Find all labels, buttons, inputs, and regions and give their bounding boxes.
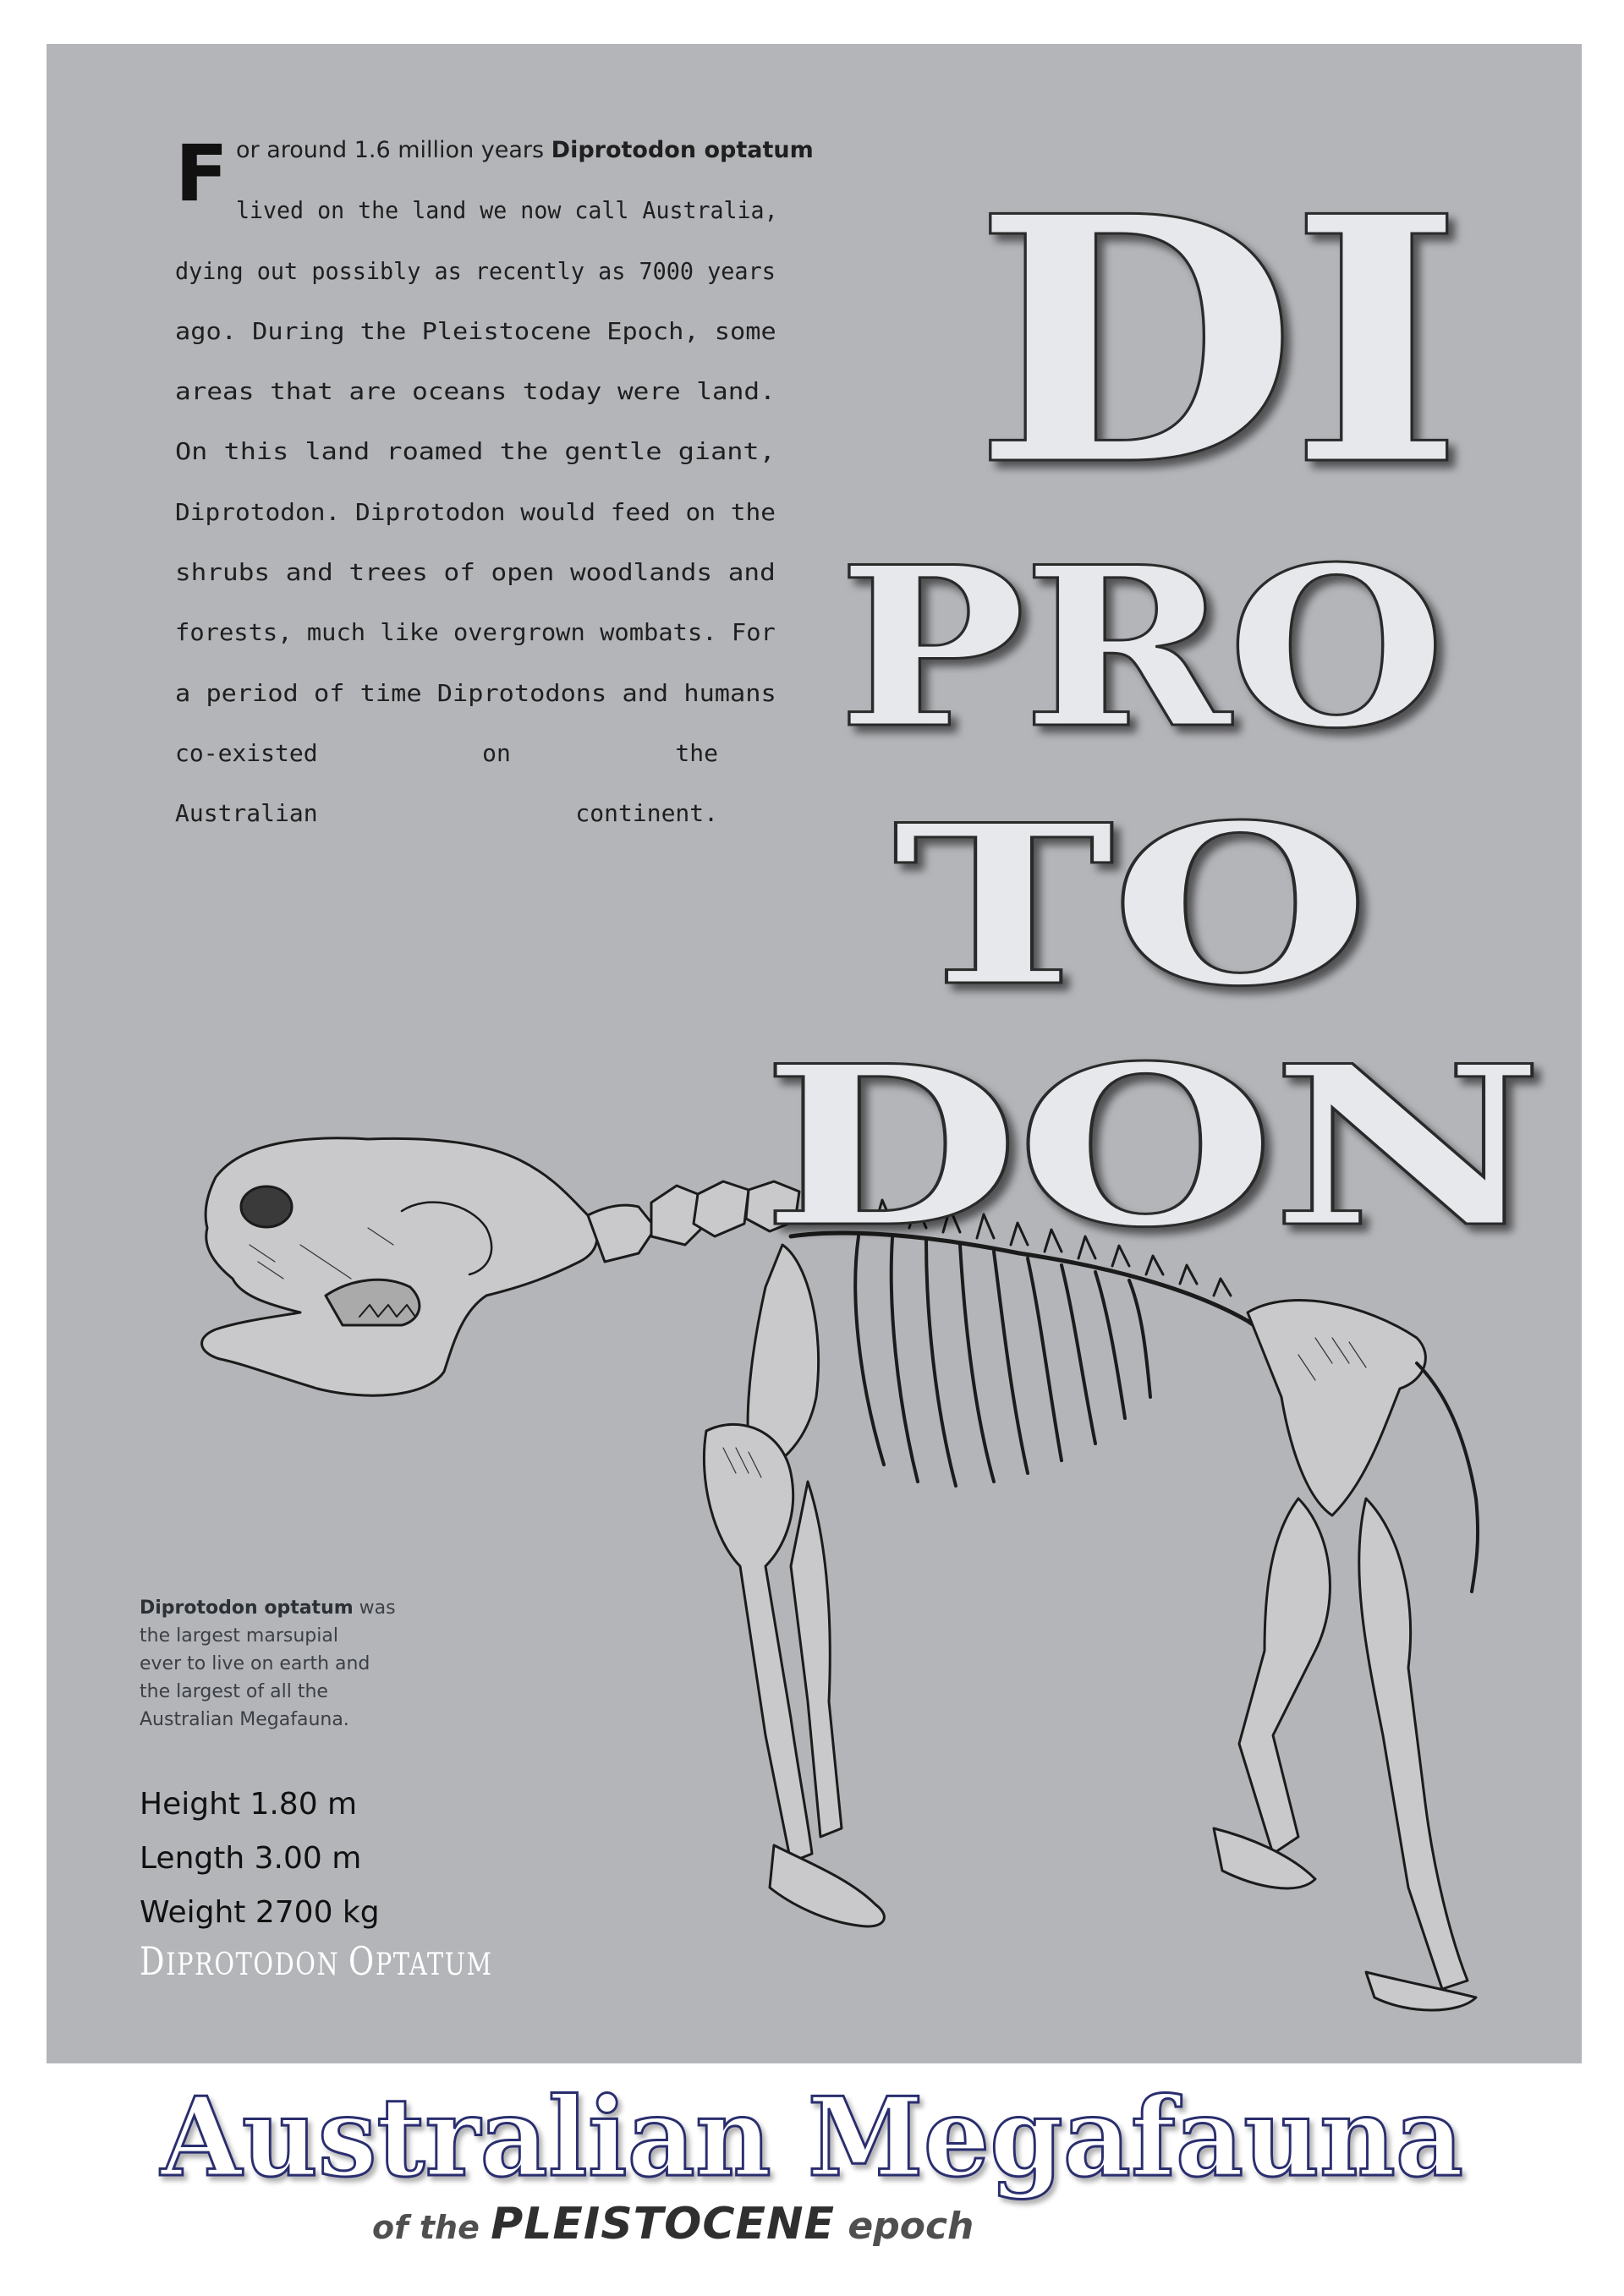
intro-word: on	[482, 739, 511, 767]
intro-word: co-existed	[175, 739, 318, 767]
intro-word: the	[675, 739, 718, 767]
title-part-1: DI	[973, 143, 1455, 540]
poster-artwork	[47, 44, 1582, 2063]
intro-line-6: On this land roamed the gentle giant,	[175, 437, 776, 465]
facts-line-4: the largest of all the	[140, 1681, 328, 1702]
title-part-3: TO	[892, 777, 1366, 1035]
intro-line-4: ago. During the Pleistocene Epoch, some	[175, 317, 776, 345]
intro-line-5: areas that are oceans today were land.	[175, 377, 776, 405]
epoch-name: PLEISTOCENE	[491, 2199, 836, 2249]
species-name-label: DIPROTODON OPTATUM	[140, 1938, 493, 1984]
facts-line-1: Diprotodon optatum was	[140, 1597, 396, 1619]
intro-line-1-text: or around 1.6 million years	[236, 137, 551, 163]
measurements	[140, 1778, 380, 1940]
facts-species-name: Diprotodon optatum	[140, 1597, 354, 1619]
intro-word: continent.	[575, 799, 718, 827]
poster-panel	[47, 44, 1582, 2063]
facts-line-2: the largest marsupial	[140, 1625, 338, 1647]
intro-line-2: lived on the land we now call Australia,	[236, 196, 778, 224]
height-stat: Height 1.80 m	[140, 1787, 358, 1822]
facts-line-3: ever to live on earth and	[140, 1653, 370, 1674]
species-inline-bold: Diprotodon optatum	[551, 137, 814, 163]
weight-stat: Weight 2700 kg	[140, 1895, 380, 1930]
banner-title: Australian Megafauna	[160, 2074, 1464, 2201]
intro-line-9: forests, much like overgrown wombats. For	[175, 618, 776, 646]
intro-line-7: Diprotodon. Diprotodon would feed on the	[175, 498, 776, 526]
length-stat: Length 3.00 m	[140, 1841, 362, 1876]
species-facts	[140, 1594, 419, 1734]
giant-title	[761, 143, 1539, 1276]
intro-line-10: a period of time Diprotodons and humans	[175, 679, 776, 707]
intro-line-8: shrubs and trees of open woodlands and	[175, 558, 776, 586]
title-part-4: DON	[761, 1018, 1539, 1276]
intro-line-3: dying out possibly as recently as 7000 years	[175, 257, 776, 285]
facts-line-5: Australian Megafauna.	[140, 1709, 349, 1730]
intro-word: Australian	[175, 799, 318, 827]
banner-subtitle: of the PLEISTOCENE epoch	[372, 2199, 974, 2249]
drop-cap: F	[175, 129, 228, 219]
banner	[0, 2063, 1624, 2199]
title-part-2: PRO	[837, 519, 1442, 777]
